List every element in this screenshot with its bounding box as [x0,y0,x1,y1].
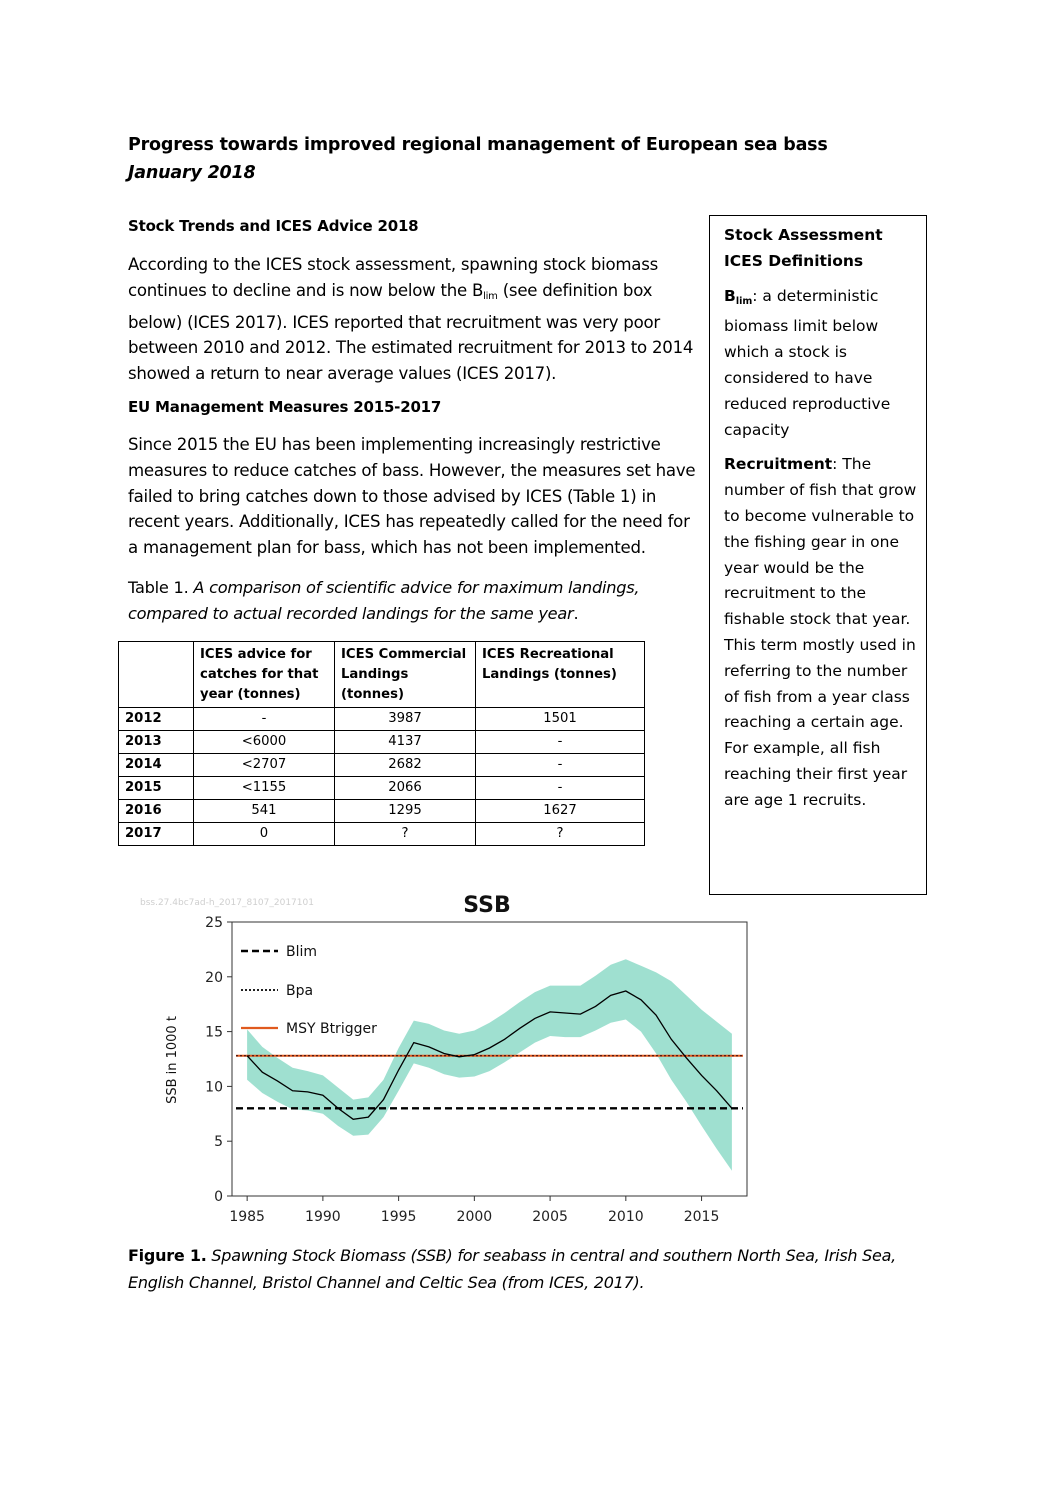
x-tick-label: 2010 [608,1209,644,1225]
x-tick-label: 1985 [229,1209,265,1225]
table-cell: <1155 [194,777,335,800]
table-cell: - [194,708,335,731]
table-header-cell: ICES Commercial Landings (tonnes) [335,642,476,708]
legend-blim-label: Blim [286,944,318,960]
blim-term-sub: lim [735,295,753,307]
table-cell: 1501 [476,708,645,731]
chart-y-axis-label: SSB in 1000 t [165,1016,180,1104]
section-heading-eu-measures: EU Management Measures 2015-2017 [128,398,442,416]
confidence-band [247,959,732,1171]
table-cell: ? [476,823,645,846]
table-cell: - [476,731,645,754]
table-row [119,777,645,800]
table-header-cell: ICES advice for catches for that year (tonnes) [194,642,335,708]
definition-recruitment-text: : The number of fish that grow to become vulnerable to the fishing gear in one year would be the recruitment to the fishable stock that year. This term mostly used in referring to the number of fish from a year class reaching a certain age. For example, all fish reaching their first year are age 1 recruits. [724,455,917,809]
x-tick-label: 1995 [380,1209,417,1225]
table-cell: - [476,754,645,777]
definitions-box [709,215,927,895]
figure-caption [128,1242,928,1296]
landings-table [118,641,645,846]
table-row [119,731,645,754]
x-tick-label: 1990 [305,1209,341,1225]
y-tick-label: 0 [214,1189,223,1205]
stock-trends-text-a: According to the ICES stock assessment, spawning stock biomass continues to decline and is now below the B [128,255,658,300]
table-cell-year: 2016 [119,800,194,823]
chart-watermark: bss.27.4bc7ad-h_2017_8107_2017101 [140,898,314,908]
table-cell-year: 2013 [119,731,194,754]
table-cell-year: 2017 [119,823,194,846]
stock-trends-paragraph [128,252,698,387]
table-row [119,800,645,823]
chart-plot-area [205,915,747,1225]
table-cell: 4137 [335,731,476,754]
table-cell-year: 2014 [119,754,194,777]
section-heading-stock-trends: Stock Trends and ICES Advice 2018 [128,217,419,235]
chart-title: SSB [463,893,511,918]
definition-blim-term [724,287,752,305]
y-tick-label: 20 [205,969,223,986]
definition-recruitment-term: Recruitment [724,455,833,474]
table-cell: ? [335,823,476,846]
eu-measures-paragraph: Since 2015 the EU has been implementing increasingly restrictive measures to reduce catches of bass. However, the measures set have failed to bring catches down to those advised by ICES (Table 1) in recent years. Additionally, ICES has repeatedly called for the need for a management plan for bass, which has not been implemented. [128,435,696,558]
table-cell: 1627 [476,800,645,823]
table-cell: 1295 [335,800,476,823]
title-main: Progress towards improved regional management of European sea bass [128,135,828,155]
table-cell: 3987 [335,708,476,731]
legend-bpa-label: Bpa [286,983,314,999]
ssb-chart [110,885,770,1235]
table-row [119,754,645,777]
table-caption: Table 1. A comparison of scientific advice for maximum landings, compared to actual recorded landings for the same year. [128,578,640,623]
definition-recruitment [724,452,920,813]
x-tick-label: 2005 [532,1209,568,1225]
table-cell: 2066 [335,777,476,800]
definition-blim [724,284,920,444]
table-cell: <6000 [194,731,335,754]
stock-trends-text-b: (see definition box below) (ICES 2017). ICES reported that recruitment was very poor between 2010 and 2012. The estimated recruitment for 2013 to 2014 showed a return to near average values (ICES 2017). [128,280,694,384]
table-cell: 541 [194,800,335,823]
table-cell-year: 2015 [119,777,194,800]
table-caption-label: Table 1 [128,578,184,597]
table-cell: - [476,777,645,800]
y-tick-label: 25 [205,915,223,931]
definition-blim-text: : a deterministic biomass limit below which a stock is considered to have reduced reproductive capacity [724,286,891,439]
table-header-row [119,642,645,708]
table-row [119,823,645,846]
table-cell-year: 2012 [119,708,194,731]
table-row [119,708,645,731]
legend-msy-btrigger-label: MSY Btrigger [286,1021,377,1037]
y-tick-label: 15 [205,1024,223,1041]
blim-term-b: B [724,286,736,305]
document-title [128,131,828,187]
title-date: January 2018 [128,163,256,183]
y-tick-label: 10 [205,1079,223,1096]
table-caption-text: A comparison of scientific advice for maximum landings, compared to actual recorded landings for the same year [128,578,640,623]
table-cell: <2707 [194,754,335,777]
definitions-heading: Stock Assessment ICES Definitions [724,226,883,270]
x-tick-label: 2015 [683,1209,720,1225]
table-cell: 0 [194,823,335,846]
stock-trends-blim-sub: lim [483,290,498,302]
x-tick-label: 2000 [456,1209,493,1225]
table-cell: 2682 [335,754,476,777]
table-header-cell: ICES Recreational Landings (tonnes) [476,642,645,708]
y-tick-label: 5 [214,1134,223,1151]
table-header-cell [119,642,194,708]
figure-caption-text: Spawning Stock Biomass (SSB) for seabass in central and southern North Sea, Irish Sea, English Channel, Bristol Channel and Celtic Sea (from ICES, 2017). [128,1246,897,1292]
figure-caption-label: Figure 1. [128,1246,207,1265]
